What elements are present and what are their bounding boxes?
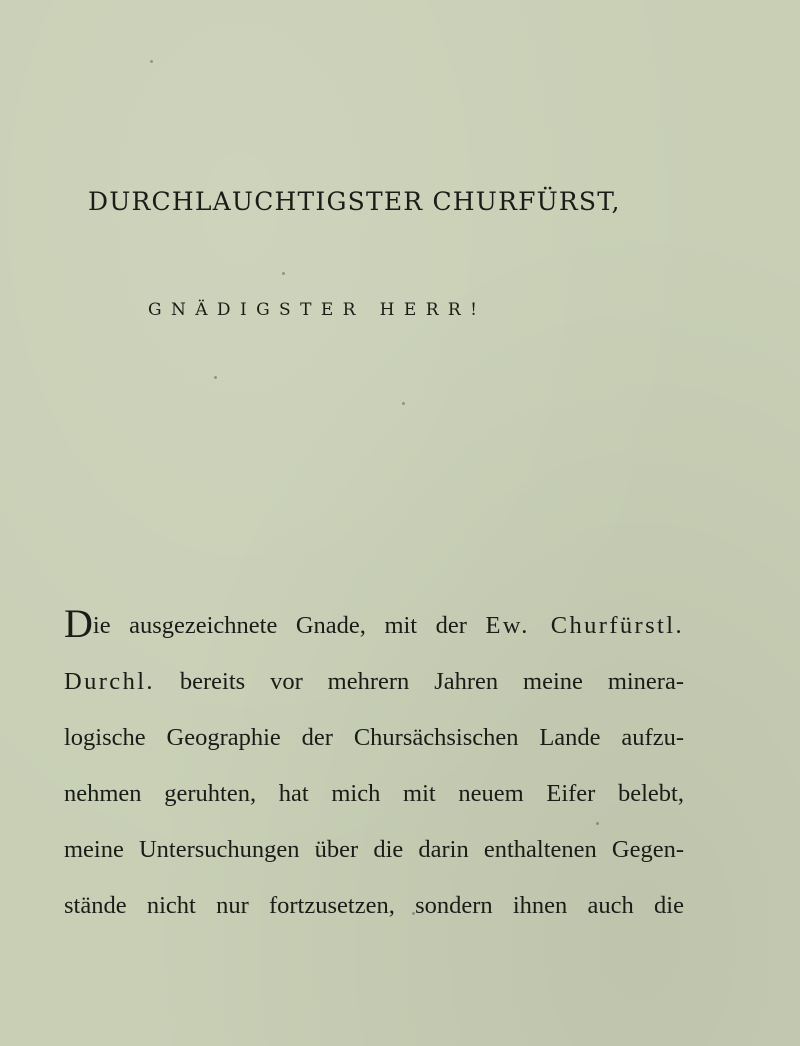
dedication-title: DURCHLAUCHTIGSTER CHURFÜRST, <box>88 187 621 216</box>
paper-speck <box>402 402 405 405</box>
text-line-4: nehmen geruhten, hat mich mit neuem Eifer belebt, <box>64 780 684 807</box>
drop-cap: D <box>64 601 93 646</box>
dedication-body <box>64 598 684 934</box>
line-2-spaced: Durchl. <box>64 668 155 695</box>
line-1-spaced: Ew. Churfürstl. <box>485 612 684 639</box>
text-line-5: meine Untersuchungen über die darin enthaltenen Gegen- <box>64 836 684 863</box>
text-line-2 <box>64 654 684 710</box>
text-line-1 <box>64 598 684 654</box>
line-1-start: ie ausgezeichnete Gnade, mit der <box>92 612 486 639</box>
paper-speck <box>150 60 153 63</box>
dedication-subtitle: GNÄDIGSTER HERR! <box>148 300 487 320</box>
paper-speck <box>282 272 285 275</box>
text-line-3: logische Geographie der Chursächsischen Lande aufzu- <box>64 724 684 751</box>
text-line-6: stände nicht nur fortzusetzen, sondern ihnen auch die <box>64 892 684 919</box>
line-2-rest: bereits vor mehrern Jahren meine minera- <box>154 668 684 695</box>
paper-speck <box>214 376 217 379</box>
